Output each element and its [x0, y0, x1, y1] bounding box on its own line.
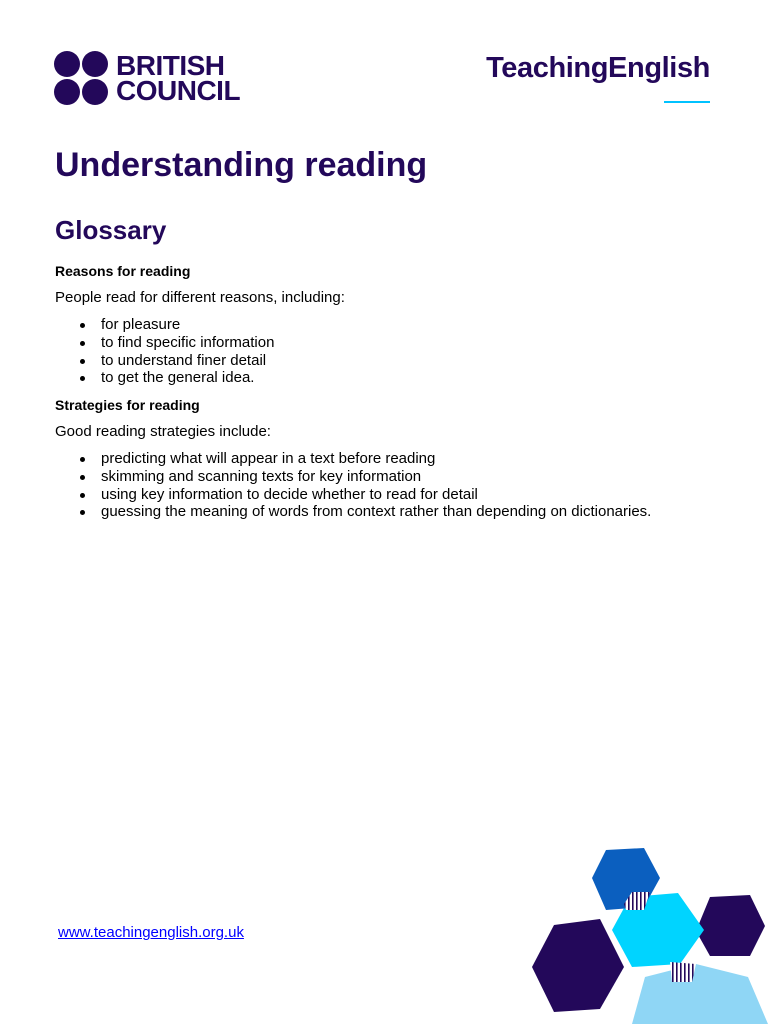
list-item: to find specific information [101, 334, 715, 352]
hexagon-purple-large [532, 919, 624, 1012]
list-item: skimming and scanning texts for key information [101, 468, 715, 486]
section-heading: Strategies for reading [55, 397, 200, 413]
section-reasons [55, 262, 715, 387]
bullet-list [55, 316, 715, 387]
website-link[interactable]: www.teachingenglish.org.uk [58, 924, 244, 941]
list-item: predicting what will appear in a text before reading [101, 450, 715, 468]
section-intro: Good reading strategies include: [55, 423, 271, 440]
list-item: to understand finer detail [101, 352, 715, 370]
hexagon-decoration [520, 840, 768, 1024]
section-strategies [55, 396, 715, 521]
list-item: using key information to decide whether to read for detail [101, 486, 715, 504]
bullet-list [55, 450, 715, 521]
british-council-logo [54, 51, 240, 105]
page-subtitle: Glossary [55, 215, 167, 245]
list-item: to get the general idea. [101, 369, 715, 387]
logo-line-2: COUNCIL [116, 75, 241, 106]
brand-underline [664, 101, 710, 103]
logo-line-1: BRITISH [116, 50, 225, 81]
page-title: Understanding reading [55, 146, 428, 184]
list-item: for pleasure [101, 316, 715, 334]
hexagon-light-blue [632, 964, 768, 1024]
stripe-patch-bottom [670, 962, 696, 982]
hexagon-purple-small [696, 895, 765, 956]
section-heading: Reasons for reading [55, 263, 191, 279]
logo-dots-icon [54, 51, 108, 105]
logo-wordmark [116, 50, 241, 106]
teaching-english-brand: TeachingEnglish [486, 52, 710, 84]
list-item: guessing the meaning of words from context rather than depending on dictionaries. [101, 503, 715, 521]
section-intro: People read for different reasons, including: [55, 289, 345, 306]
